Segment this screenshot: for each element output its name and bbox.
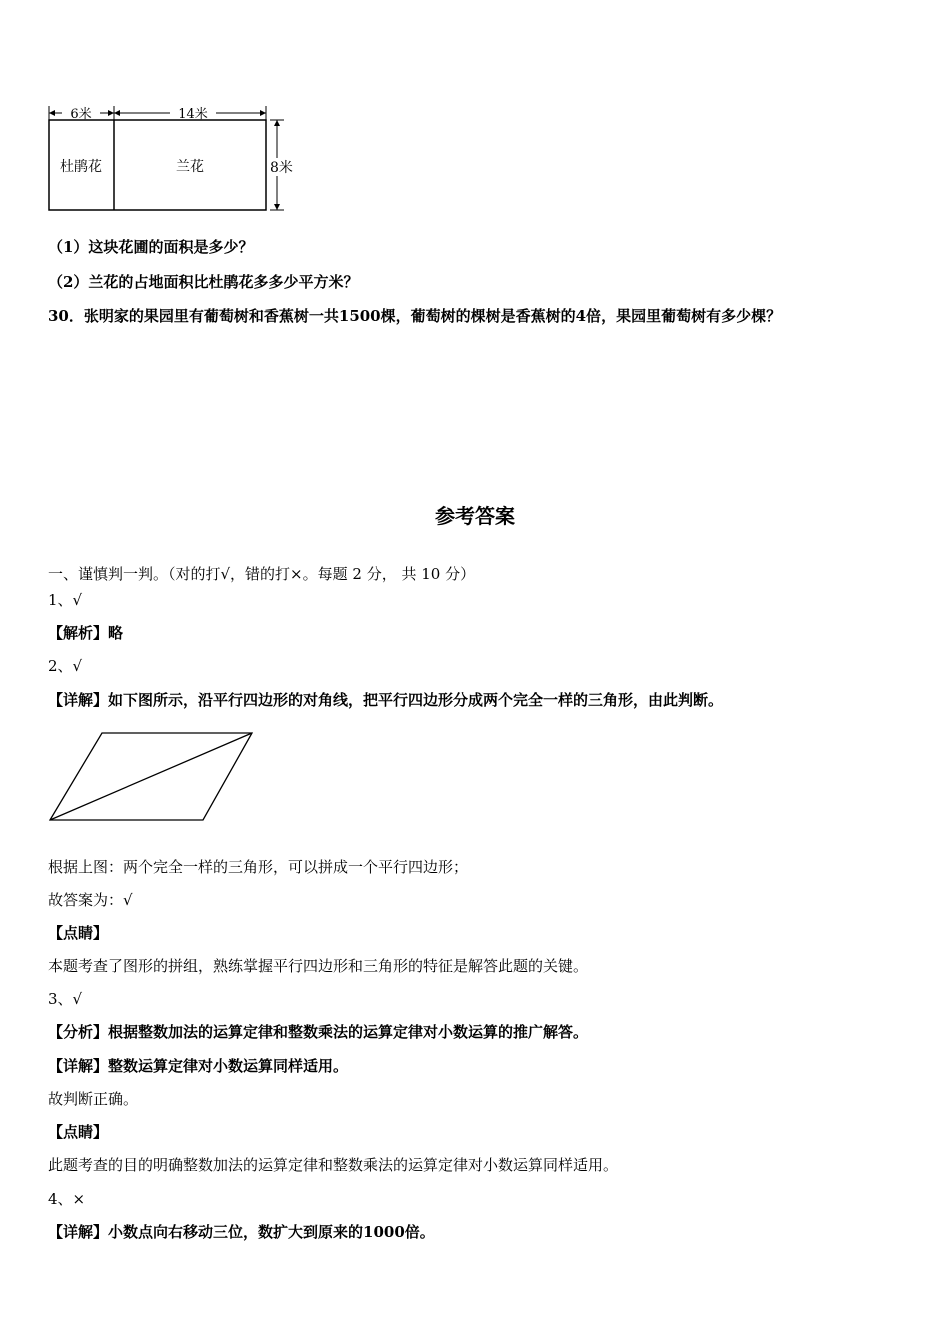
dim-label-6m: 6米 xyxy=(70,107,92,122)
answer-line: 此题考查的目的明确整数加法的运算定律和整数乘法的运算定律对小数运算同样适用。 xyxy=(48,1156,619,1174)
answer-line: 3、√ xyxy=(48,990,83,1008)
section-heading: 一、谨慎判一判。（对的打√，错的打×。每题 2 分， 共 10 分） xyxy=(48,565,476,583)
answer-line: 2、√ xyxy=(48,657,83,675)
garden-diagram xyxy=(40,100,320,220)
dim-label-14m: 14米 xyxy=(178,107,208,122)
answer-line: 【解析】略 xyxy=(48,624,124,642)
question-29-sub1: （1）这块花圃的面积是多少？ xyxy=(48,238,254,256)
answer-line: 【详解】如下图所示，沿平行四边形的对角线，把平行四边形分成两个完全一样的三角形，由此判断。 xyxy=(48,691,724,709)
region-orchid: 兰花 xyxy=(176,159,204,175)
parallelogram-figure xyxy=(44,726,259,826)
answer-line: 根据上图：两个完全一样的三角形，可以拼成一个平行四边形； xyxy=(48,858,469,876)
answer-line: 【点睛】 xyxy=(48,924,109,942)
answer-line: 【分析】根据整数加法的运算定律和整数乘法的运算定律对小数运算的推广解答。 xyxy=(48,1023,589,1041)
answer-line: 【详解】整数运算定律对小数运算同样适用。 xyxy=(48,1057,349,1075)
answer-line: 本题考查了图形的拼组，熟练掌握平行四边形和三角形的特征是解答此题的关键。 xyxy=(48,957,589,975)
answers-title: 参考答案 xyxy=(435,504,515,528)
question-30: 30．张明家的果园里有葡萄树和香蕉树一共1500棵，葡萄树的棵树是香蕉树的4倍，果园里葡萄树有多少棵？ xyxy=(48,307,782,325)
answer-line: 【点睛】 xyxy=(48,1123,109,1141)
answer-line: 故答案为：√ xyxy=(48,891,133,909)
answer-line: 【详解】小数点向右移动三位，数扩大到原来的1000倍。 xyxy=(48,1223,435,1241)
region-azalea: 杜鹃花 xyxy=(60,159,102,175)
answer-line: 4、× xyxy=(48,1190,86,1208)
answer-line: 故判断正确。 xyxy=(48,1090,139,1108)
dim-label-8m: 8米 xyxy=(270,160,293,176)
question-29-sub2: （2）兰花的占地面积比杜鹃花多多少平方米？ xyxy=(48,273,359,291)
answer-line: 1、√ xyxy=(48,591,83,609)
